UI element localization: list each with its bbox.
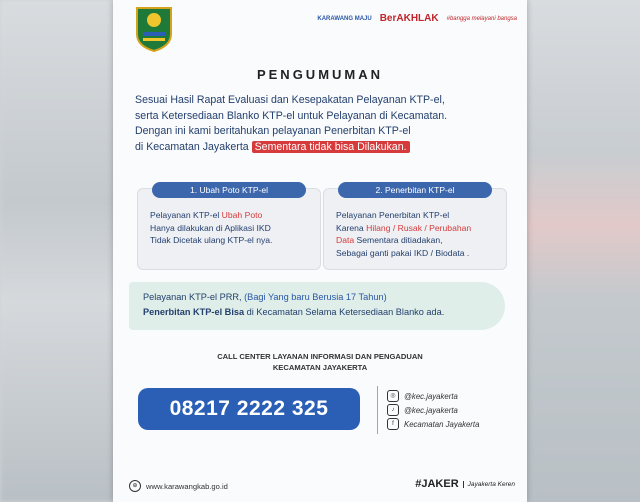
intro-line: serta Ketersediaan Blanko KTP-el untuk Pelayanan di Kecamatan. bbox=[135, 109, 448, 122]
intro-line bbox=[135, 140, 509, 156]
card-line bbox=[150, 209, 310, 222]
karawang-maju-logo: KARAWANG MAJU bbox=[317, 15, 372, 22]
prr-blue-text: (Bagi Yang baru Berusia 17 Tahun) bbox=[244, 292, 387, 302]
prr-text: Pelayanan KTP-el PRR, bbox=[143, 292, 242, 302]
card-red-text: Data bbox=[336, 235, 355, 245]
page-title: PENGUMUMAN bbox=[256, 67, 384, 82]
card-red-text: Hilang / Rusak / Perubahan bbox=[366, 222, 472, 233]
intro-last-prefix: di Kecamatan Jayakerta bbox=[135, 140, 249, 153]
background-right bbox=[520, 0, 640, 502]
card-label: 1. Ubah Poto KTP-el bbox=[152, 182, 306, 198]
card-text: Karena bbox=[336, 222, 364, 233]
hashtag-text: #JAKER bbox=[415, 478, 459, 490]
intro-line: Dengan ini kami beritahukan pelayanan Penerbitan KTP-el bbox=[135, 125, 411, 137]
prr-bold-text: Penerbitan KTP-el Bisa bbox=[143, 307, 245, 317]
tagline-text: Jayakerta Keren bbox=[463, 481, 515, 488]
card-line: Tidak Dicetak ulang KTP-el nya. bbox=[150, 235, 273, 245]
berakhlak-logo: BerAKHLAK bbox=[379, 13, 439, 24]
social-facebook[interactable] bbox=[387, 418, 479, 430]
card-body bbox=[150, 209, 310, 247]
prr-line bbox=[143, 307, 444, 317]
card-text: Pelayanan KTP-el bbox=[150, 210, 220, 220]
card-text: Sementara ditiadakan, bbox=[356, 235, 443, 245]
prr-line bbox=[143, 292, 387, 302]
intro-line: Sesuai Hasil Rapat Evaluasi dan Kesepakatan Pelayanan KTP-el, bbox=[135, 94, 445, 106]
social-handle: @kec.jayakerta bbox=[404, 391, 458, 401]
facebook-icon: f bbox=[387, 418, 399, 430]
card-red-text: Ubah Poto bbox=[221, 210, 263, 220]
intro-paragraph bbox=[135, 93, 509, 155]
card-body bbox=[336, 209, 496, 259]
divider bbox=[377, 386, 378, 434]
background-left bbox=[0, 0, 120, 502]
tiktok-icon: ♪ bbox=[387, 404, 399, 416]
brand-logos bbox=[317, 14, 517, 24]
phone-number[interactable]: 08217 2222 325 bbox=[138, 388, 360, 430]
social-tiktok[interactable] bbox=[387, 404, 458, 416]
call-center-line: CALL CENTER LAYANAN INFORMASI DAN PENGADUAN bbox=[217, 352, 423, 361]
card-label: 2. Penerbitan KTP-el bbox=[338, 182, 492, 198]
social-handle: @kec.jayakerta bbox=[404, 405, 458, 415]
social-handle: Kecamatan Jayakerta bbox=[404, 419, 480, 429]
social-instagram[interactable] bbox=[387, 390, 458, 402]
bangga-melayani-logo: #bangga melayani bangsa bbox=[446, 15, 517, 22]
call-center-heading bbox=[113, 351, 527, 373]
card-line: Pelayanan Penerbitan KTP-el bbox=[336, 210, 450, 220]
website-url: www.karawangkab.go.id bbox=[146, 481, 228, 491]
card-line bbox=[336, 234, 496, 247]
unavailable-highlight: Sementara tidak bisa Dilakukan. bbox=[252, 141, 410, 153]
call-center-line: KECAMATAN JAYAKERTA bbox=[272, 363, 368, 372]
instagram-icon: ◎ bbox=[387, 390, 399, 402]
announcement-poster bbox=[113, 0, 527, 502]
footer-hashtag bbox=[415, 478, 515, 490]
prr-text: di Kecamatan Selama Ketersediaan Blanko ada. bbox=[246, 307, 445, 317]
card-penerbitan bbox=[323, 185, 507, 270]
card-line: Hanya dilakukan di Aplikasi IKD bbox=[150, 222, 271, 233]
prr-notice bbox=[129, 282, 505, 330]
footer-website[interactable] bbox=[129, 480, 228, 492]
card-line: Sebagai ganti pakai IKD / Biodata . bbox=[336, 247, 470, 258]
card-line bbox=[336, 222, 496, 235]
card-ubah-poto bbox=[137, 185, 321, 270]
globe-icon: ⊕ bbox=[129, 480, 141, 492]
regency-crest-icon bbox=[133, 4, 175, 52]
